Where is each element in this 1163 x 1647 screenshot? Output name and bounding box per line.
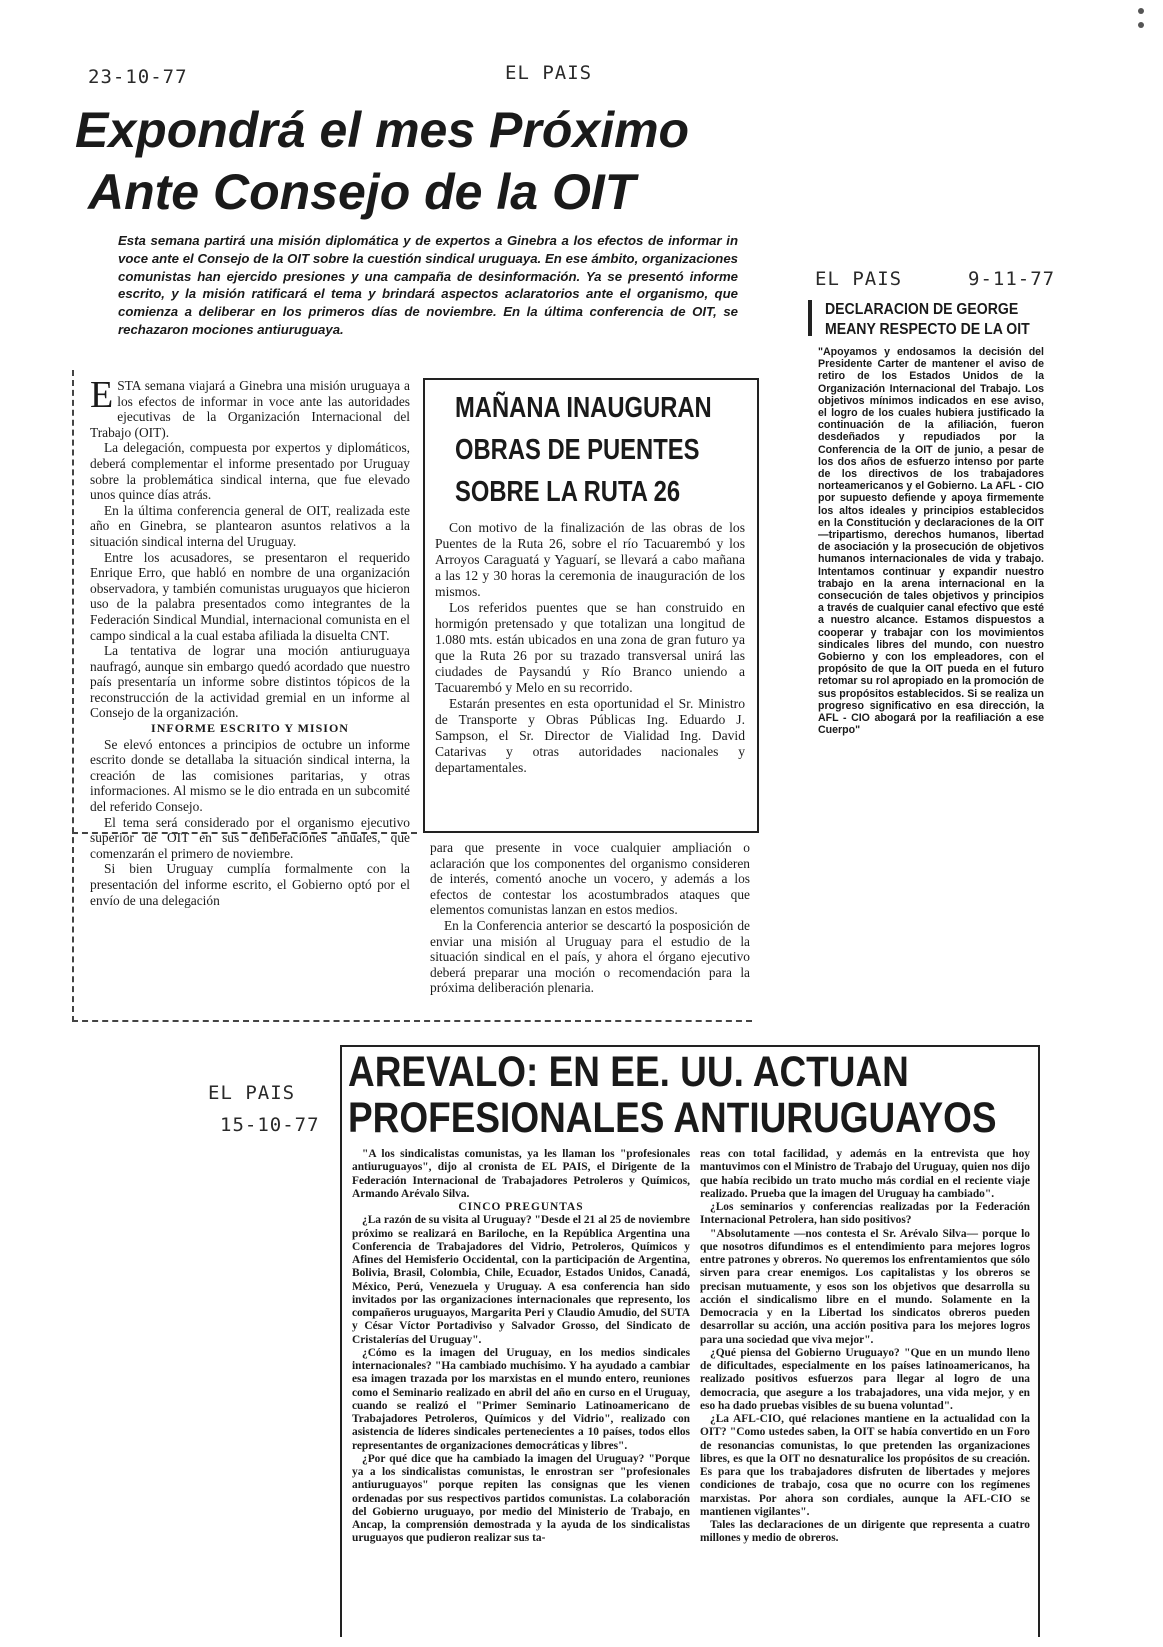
clip3-paragraph: ¿Los seminarios y conferencias realizadas por la Federación Internacional Petrolera, han sido positivos? <box>700 1201 1030 1227</box>
clip1-subhead: INFORME ESCRITO Y MISION <box>151 721 349 736</box>
clip1-paragraph: La tentativa de lograr una moción antiuruguaya naufragó, aunque sin embargo quedó acordado que nuestro país presentaría un informe sobre distintos tópicos de la reconstrucción de la actividad gremial en un informe al Consejo de la organización. <box>90 643 410 721</box>
clip3-paper-name: EL PAIS <box>208 1082 296 1104</box>
clip3-right-column <box>700 1148 1030 1546</box>
clip2-paper-name: EL PAIS <box>815 268 903 290</box>
clip2-date: 9-11-77 <box>968 268 1056 290</box>
bridge-paragraph: Estarán presentes en esta oportunidad el Sr. Ministro de Transporte y Obras Públicas Ing. Eduardo J. Sampson, el Sr. Director de Vialidad Ing. David Catarivas y otras autoridades nacionales y departamentales. <box>435 696 745 775</box>
clip1-paragraph: para que presente in voce cualquier ampliación o aclaración que los componentes del organismo consideren de interés, comentó anoche un vocero, y además a los efectos de contestar los acostumbrados ataques que elementos comunistas lanzan en estos medios. <box>430 840 750 918</box>
clip1-cut-border-mid <box>72 832 417 834</box>
clip1-cut-border-bottom <box>72 1020 752 1022</box>
clip1-paragraph: Entre los acusadores, se presentaron el requerido Enrique Erro, que habló en nombre de una organización observadora, y también comunistas uruguayos que hicieron uso de la palabra presentados como integrantes de la Federación Sindical Mundial, internacional comunista en el campo sindical a la cual estaba afiliada la disuelta CNT. <box>90 549 410 643</box>
clip3-paragraph: ¿Qué piensa del Gobierno Uruguayo? "Que en un mundo lleno de dificultades, especialmente en los países latinoamericanos, ha realizado positivos esfuerzos para llegar al logro de una democracia, que asegure a los trabajadores, una vida mejor, y en eso ha dado pruebas visibles de su buena voluntad". <box>700 1346 1030 1412</box>
clip3-paragraph: "Absolutamente —nos contesta el Sr. Arévalo Silva— porque lo que nosotros difundimos es el entendimiento para mejores logros entre patrones y obreros. No queremos los enfrentamientos que sólo sirven para crear enemigos. Los capitalistas y los obreros se precisan mutuamente, y esos son los objetivos que desarrolla su acción el sindicalismo libre en el mundo. Solamente en la Democracia y en la Libertad los sindicatos obreros pueden desarrollar su acción, una acción positiva para los mejores logros para una sociedad que viva mejor". <box>700 1227 1030 1346</box>
clip1-paragraph: STA semana viajará a Ginebra una misión uruguaya a los efectos de informar in voce ante las autoridades ejecutivas de la Organización Internacional del Trabajo (OIT). <box>90 378 410 440</box>
clip1-date: 23-10-77 <box>88 66 188 88</box>
bridge-headline-line2: OBRAS DE PUENTES <box>455 434 700 466</box>
clip1-right-column <box>430 840 750 996</box>
clip2-headline-line2: MEANY RESPECTO DE LA OIT <box>825 321 1030 338</box>
clip3-paragraph: reas con total facilidad, y además en la entrevista que hoy mantuvimos con el Ministro de Trabajo del Uruguay, quien nos dijo que había recibido un trato mucho más cordial en el reciente viaje realizado. Prueba que la imagen del Uruguay ha cambiado". <box>700 1148 1030 1200</box>
clip1-headline-line2: Ante Consejo de la OIT <box>88 164 636 220</box>
clip1-lead: Esta semana partirá una misión diplomática y de expertos a Ginebra a los efectos de informar in voce ante el Consejo de la OIT sobre la cuestión sindical uruguaya. En ese ámbito, organizaciones comunistas han ejercido presiones y una campaña de desinformación. Ya se presentó informe escrito, y la misión ratificará el tema y brindará aspectos aclaratorios ante el organismo, que comienza a deliberar en los primeros días de noviembre. En la última conferencia de OIT, se rechazaron mociones antiuruguaya. <box>118 233 738 337</box>
clip2-headline-line1: DECLARACION DE GEORGE <box>825 301 1019 318</box>
clip2-rule <box>808 300 812 336</box>
clip1-paragraph: Si bien Uruguay cumplía formalmente con la presentación del informe escrito, el Gobierno optó por el envío de una delegación <box>90 861 410 908</box>
clip1-left-column <box>90 374 410 908</box>
clip3-headline-line2: PROFESIONALES ANTIURUGUAYOS <box>348 1094 997 1142</box>
clip1-paragraph: El tema será considerado por el organismo ejecutivo superior de OIT en sus deliberaciones anuales, que comenzarán el primero de noviembre. <box>90 814 410 861</box>
bridge-headline-line3: SOBRE LA RUTA 26 <box>455 476 681 508</box>
clip3-intro: "A los sindicalistas comunistas, ya les llaman los "profesionales antiuruguayos", dijo al cronista de EL PAIS, el Dirigente de la Federación Internacional de Trabajadores Petroleros y Químicos, Armando Arévalo Silva. <box>352 1148 690 1200</box>
clip2-body: "Apoyamos y endosamos la decisión del Presidente Carter de mantener el aviso de retiro de los Estados Unidos de la Organización Internacional del Trabajo. Los objetivos mínimos indicados en ese aviso, el logro de los cuales hubiera justificado la continuación de la afiliación, fueron desdeñados y repudiados por la Conferencia de la OIT de junio, a pesar de los dos años de esfuerzo intenso por parte de los directivos de los trabajadores norteamericanos y el Gobierno. La AFL - CIO por supuesto defiende y apoya firmemente los altos ideales y principios establecidos en la Constitución y declaraciones de la OIT —tripartismo, derechos humanos, libertad de asociación y la prosecución de objetivos humanos internacionales de vida y trabajo. Intentamos continuar y expandir nuestro trabajo en la arena internacional en la consecución de tales objetivos y principios a través de cualquier canal efectivo que esté a nuestro alcance. Estamos dispuestos a cooperar y trabajar con los movimientos sindicales libres del mundo, con nuestro Gobierno y con los empleadores, con el propósito de que la OIT pueda en el futuro retomar su rol apropiado en la promoción de sus propósitos establecidos. Si se realiza un progreso significativo en esa dirección, la AFL - CIO abogará por la reafiliación a ese Cuerpo" <box>818 346 1044 737</box>
clip3-subhead: CINCO PREGUNTAS <box>458 1201 584 1213</box>
bridge-paragraph: Los referidos puentes que se han construido en hormigón pretensado y que totalizan una longitud de 1.080 mts. están ubicados en una zona de gran futuro ya que la Ruta 26 por su trazado transversal unirá las ciudades de Paysandú y Río Branco uniendo a Tacuarembó y Melo en su recorrido. <box>435 600 745 695</box>
punch-mark <box>1138 8 1144 14</box>
clip1-headline-line1: Expondrá el mes Próximo <box>75 102 690 158</box>
clip3-paragraph: ¿La AFL-CIO, qué relaciones mantiene en la actualidad con la OIT? "Como ustedes saben, la OIT se había convertido en un Foro de resonancias comunistas, lo que pretenden las organizaciones libres, es que la OIT no desnaturalice los propósitos de su creación. Es para que los trabajadores disfruten de libertades y mejores condiciones de trabajo, cosa que no ocurre con los regímenes marxistas. Por ahora son cordiales, aunque la AFL-CIO se mantienen vigilantes". <box>700 1413 1030 1518</box>
clip3-paragraph: Tales las declaraciones de un dirigente que representa a cuatro millones y medio de obreros. <box>700 1519 1030 1545</box>
clip1-paragraph: En la Conferencia anterior se descartó la posposición de enviar una misión al Uruguay para el estudio de la situación sindical en el país, y ahora el órgano ejecutivo deberá preparar una moción o recomendación para la próxima deliberación plenaria. <box>430 917 750 996</box>
bridge-article-box <box>423 378 759 833</box>
clip3-date: 15-10-77 <box>220 1114 320 1136</box>
clip1-paragraph: En la última conferencia general de OIT, realizada este año en Ginebra, se plantearon asuntos relativos a la situación sindical interna del Uruguay. <box>90 502 410 549</box>
clip3-left-column <box>352 1148 690 1546</box>
bridge-paragraph: Con motivo de la finalización de las obras de los Puentes de la Ruta 26, sobre el río Tacuarembó y los Arroyos Caraguatá y Yaguarí, se llevará a cabo mañana a las 12 y 30 horas la ceremonia de inauguración de los mismos. <box>435 520 745 599</box>
clip1-paragraph: La delegación, compuesta por expertos y diplomáticos, deberá complementar el informe presentado por Uruguay sobre la problemática sindical interna, que fue elevado unos quince días atrás. <box>90 440 410 503</box>
bridge-headline-line1: MAÑANA INAUGURAN <box>455 392 712 424</box>
bridge-body <box>435 520 745 776</box>
clip3-headline-line1: AREVALO: EN EE. UU. ACTUAN <box>348 1048 909 1096</box>
clip1-paragraph: Se elevó entonces a principios de octubre un informe escrito donde se detallaba la situación sindical interna, la creación de las comisiones paritarias, y otras informaciones. Al mismo se le dio entrada en un subcomité del referido Consejo. <box>90 736 410 815</box>
clip1-paper-name: EL PAIS <box>505 62 593 84</box>
punch-mark <box>1138 22 1144 28</box>
clip3-paragraph: ¿Por qué dice que ha cambiado la imagen del Uruguay? "Porque ya a los sindicalistas comunistas, le enrostran ser "profesionales antiuruguayos" porque repiten las consignas que les vienen ordenadas por sus respectivos partidos comunistas. La colaboración del Gobierno uruguayo, por medio del Ministerio de Trabajo, en Ancap, la comprensión demostrada y la ayuda de los sindicalistas uruguayos que pudieron realizar sus ta- <box>352 1452 690 1545</box>
clip3-paragraph: ¿La razón de su visita al Uruguay? "Desde el 21 al 25 de noviembre próximo se realizará en Bariloche, en la República Argentina una Conferencia de Trabajadores del Vidrio, Petroleros, Químicos y Afines del Hemisferio Occidental, con la participación de Argentina, Bolivia, Brasil, Colombia, Chile, Ecuador, Estados Unidos, Canadá, México, Perú, Venezuela y Uruguay. A esa conferencia han sido invitados por las organizaciones internacionales que represento, los compañeros uruguayos, Margarita Peri y Claudio Amudio, del SUTA y César Víctor Portadiviso y Salvador Grosso, del Sindicato de Cristalerías del Uruguay". <box>352 1214 690 1346</box>
clip1-dropcap: E <box>90 374 114 416</box>
clip1-cut-border-left <box>72 370 74 1022</box>
clip3-paragraph: ¿Cómo es la imagen del Uruguay, en los medios sindicales internacionales? "Ha cambiado muchísimo. Y ha ayudado a cambiar esa imagen trazada por los marxistas en el mundo entero, reuniones como el Seminario realizado en abril del año en curso en el Uruguay, cuando se realizó el "Primer Seminario Latinoamericano de Trabajadores Petroleros, Químicos y del Vidrio", realizado con asistencia de líderes sindicales pertenecientes a 10 países, todos ellos representantes de organizaciones democráticas y libres". <box>352 1346 690 1452</box>
